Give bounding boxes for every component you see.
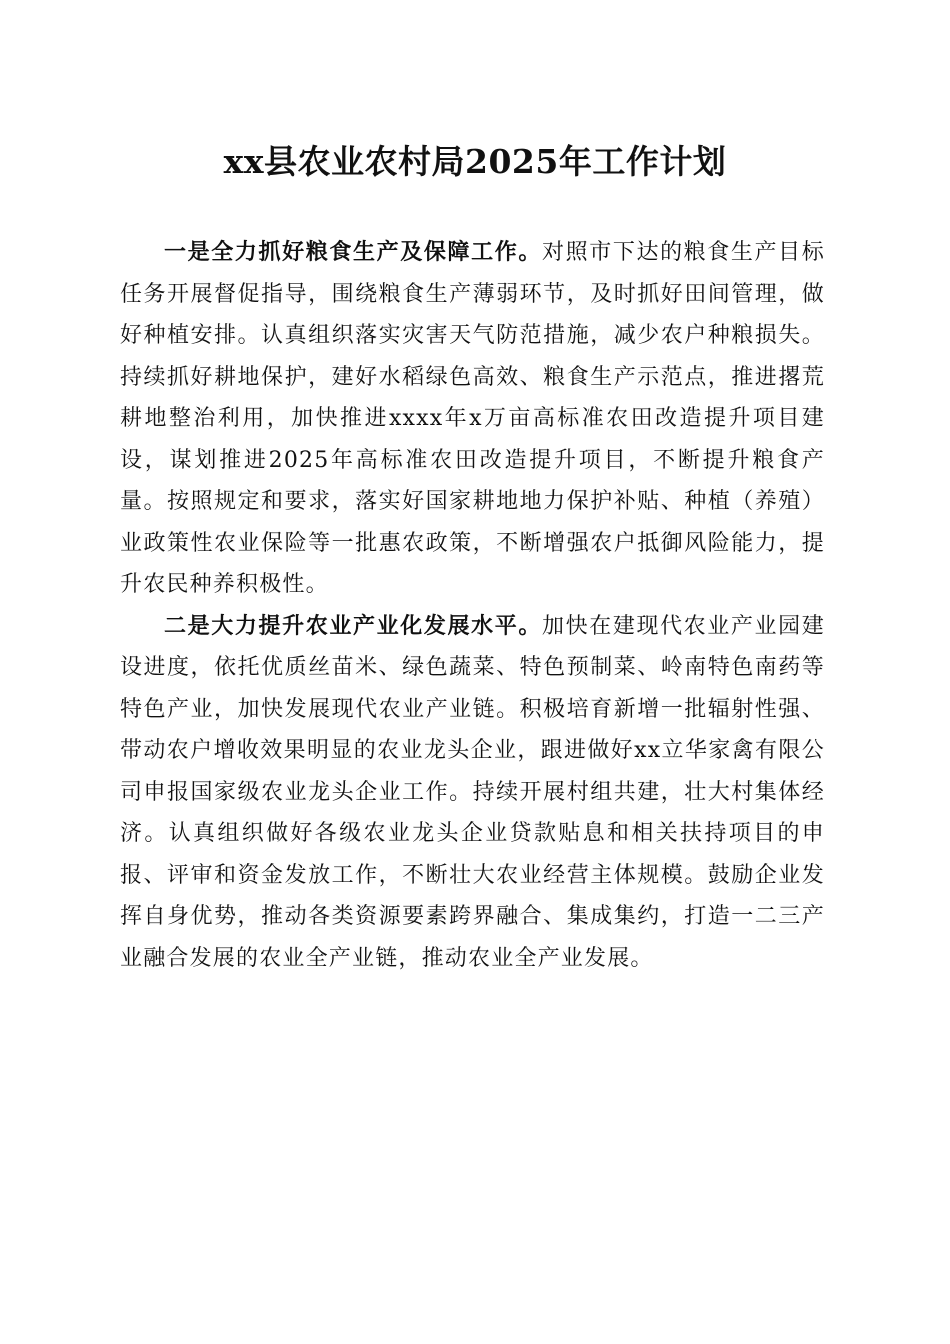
paragraph-text: 对照市下达的粮食生产目标任务开展督促指导，围绕粮食生产薄弱环节，及时抓好田间管理，做好种植安排。认真组织落实灾害天气防范措施，减少农户种粮损失。持续抓好耕地保护，建好水稻绿色高效、粮食生产示范点，推进撂荒耕地整治利用，加快推进xxxx年x万亩高标准农田改造提升项目建设，谋划推进2025年高标准农田改造提升项目，不断提升粮食产量。按照规定和要求，落实好国家耕地地力保护补贴、种植（养殖）业政策性农业保险等一批惠农政策，不断增强农户抵御风险能力，提升农民种养积极性。 — [120, 240, 825, 597]
paragraph-lead: 二是大力提升农业产业化发展水平。 — [164, 612, 542, 639]
document-body — [120, 232, 825, 979]
paragraph-lead: 一是全力抓好粮食生产及保障工作。 — [164, 239, 542, 265]
paragraph-industrialization — [120, 606, 825, 980]
paragraph-grain-production — [120, 232, 825, 606]
document-title: xx县农业农村局2025年工作计划 — [223, 142, 727, 181]
paragraph-text: 加快在建现代农业产业园建设进度，依托优质丝苗米、绿色蔬菜、特色预制菜、岭南特色南药等特色产业，加快发展现代农业产业链。积极培育新增一批辐射性强、带动农户增收效果明显的农业龙头企业，跟进做好xx立华家禽有限公司申报国家级农业龙头企业工作。持续开展村组共建，壮大村集体经济。认真组织做好各级农业龙头企业贷款贴息和相关扶持项目的申报、评审和资金发放工作，不断壮大农业经营主体规模。鼓励企业发挥自身优势，推动各类资源要素跨界融合、集成集约，打造一二三产业融合发展的农业全产业链，推动农业全产业发展。 — [120, 613, 825, 971]
